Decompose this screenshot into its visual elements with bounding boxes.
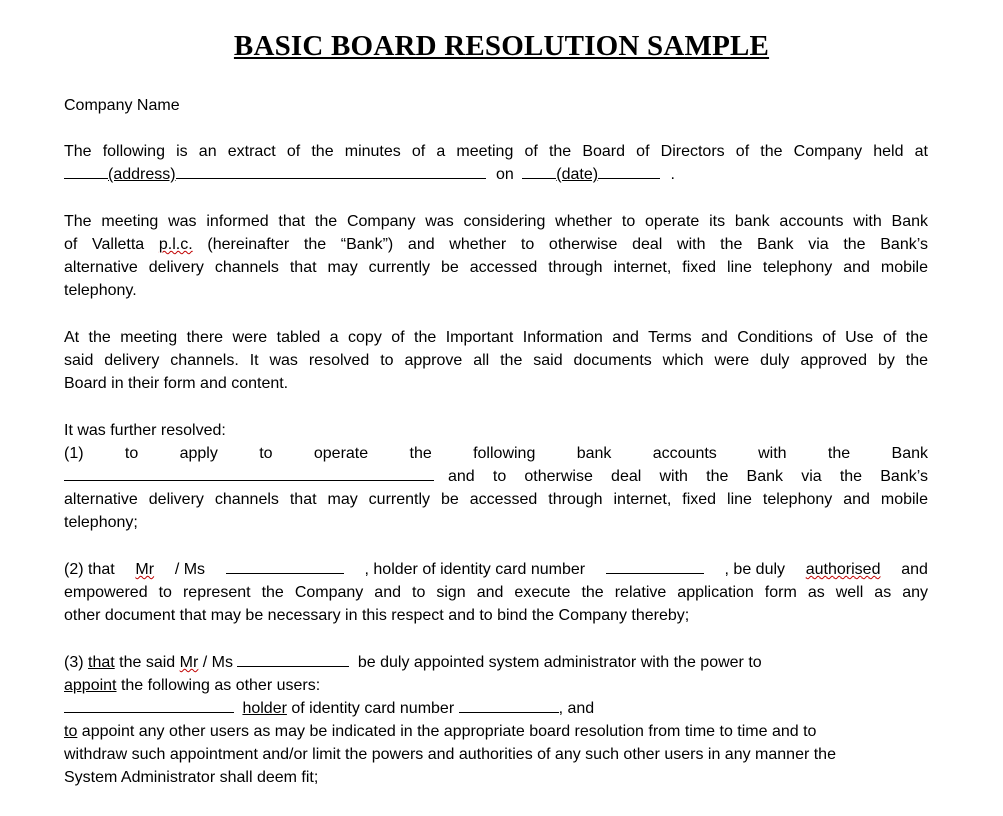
resolution-3-line-4 xyxy=(64,720,928,743)
plc-text: p.l.c. xyxy=(158,236,193,253)
the-said-text: the said xyxy=(119,654,176,671)
date-blank-left[interactable] xyxy=(522,164,556,179)
tabled-paragraph-line-1: At the meeting there were tabled a copy of the Important Information and Terms and Conditions of Use of the xyxy=(64,329,928,346)
resolution-3-line-6: System Administrator shall deem fit; xyxy=(64,769,319,786)
date-blank[interactable] xyxy=(598,164,660,179)
meeting-extract-line: The following is an extract of the minutes of a meeting of the Board of Directors of the Company held at xyxy=(64,143,928,160)
address-blank[interactable] xyxy=(176,164,486,179)
meeting-place-date-line xyxy=(64,163,928,186)
other-users-text: the following as other users: xyxy=(120,677,321,694)
and-text: and xyxy=(901,561,928,578)
resolution-1-line-2 xyxy=(64,465,928,488)
name-blank[interactable] xyxy=(226,559,344,574)
on-label: on xyxy=(496,166,514,183)
ms-label-2: / Ms xyxy=(202,654,233,671)
bank-paragraph-line-4: telephony. xyxy=(64,282,137,299)
that-label: (2) that xyxy=(64,561,115,578)
document-title: BASIC BOARD RESOLUTION SAMPLE xyxy=(233,30,770,62)
bank-paragraph-line-3: alternative delivery channels that may currently be accessed through internet, fixed line telephony and mobile xyxy=(64,259,928,276)
bank-paragraph-line-1: The meeting was informed that the Company was considering whether to operate its bank accounts with Bank xyxy=(64,213,928,230)
id-card-blank[interactable] xyxy=(606,559,704,574)
otherwise-deal-text: and to otherwise deal with the Bank via the Bank’s xyxy=(448,468,928,485)
tabled-paragraph-line-2: said delivery channels. It was resolved to approve all the said documents which were duly approved by the xyxy=(64,352,928,369)
tabled-paragraph-line-3: Board in their form and content. xyxy=(64,375,289,392)
address-blank-left[interactable] xyxy=(64,164,108,179)
system-admin-text: be duly appointed system administrator with the power to xyxy=(357,654,762,671)
further-resolved-heading: It was further resolved: xyxy=(64,422,226,439)
item-3-label: (3) xyxy=(64,654,84,671)
resolution-1-line-3: alternative delivery channels that may currently be accessed through internet, fixed line telephony and mobile xyxy=(64,491,928,508)
company-name: Company Name xyxy=(64,97,180,114)
bank-name-text: of Valletta xyxy=(64,236,145,253)
admin-name-blank[interactable] xyxy=(237,652,349,667)
holder-word: holder xyxy=(242,700,287,717)
mr-label-2: Mr xyxy=(179,654,199,671)
address-placeholder: (address) xyxy=(108,166,176,183)
resolution-3-line-5: withdraw such appointment and/or limit the powers and authorities of any such other users in any manner the xyxy=(64,746,836,763)
ms-label: / Ms xyxy=(174,561,206,578)
appoint-other-users-text: appoint any other users as may be indicated in the appropriate board resolution from time to time and to xyxy=(81,723,817,740)
id-card-number-text: of identity card number xyxy=(291,700,455,717)
bank-accounts-blank[interactable] xyxy=(64,466,434,481)
resolution-1-line-4: telephony; xyxy=(64,514,138,531)
resolution-3-line-3 xyxy=(64,697,928,720)
resolution-3-line-2 xyxy=(64,674,928,697)
resolution-1-line-1: (1) to apply to operate the following bank accounts with the Bank xyxy=(64,445,928,462)
and-comma-text: , and xyxy=(558,700,595,717)
that-word: that xyxy=(88,654,115,671)
other-user-name-blank[interactable] xyxy=(64,698,234,713)
resolution-2-line-1 xyxy=(64,558,928,581)
hereinafter-text: (hereinafter the “Bank”) and whether to otherwise deal with the Bank via the Bank’s xyxy=(207,236,928,253)
resolution-2-line-3: other document that may be necessary in this respect and to bind the Company thereby; xyxy=(64,607,690,624)
appoint-word: appoint xyxy=(64,677,117,694)
date-placeholder: (date) xyxy=(556,166,599,183)
resolution-2-line-2: empowered to represent the Company and to sign and execute the relative application form as well as any xyxy=(64,584,928,601)
resolution-3-line-1 xyxy=(64,651,928,674)
bank-paragraph-line-2 xyxy=(64,233,928,256)
to-word: to xyxy=(64,723,78,740)
mr-label: Mr xyxy=(135,561,155,578)
authorised-text: authorised xyxy=(805,561,881,578)
other-user-id-blank[interactable] xyxy=(459,698,559,713)
be-duly-text: , be duly xyxy=(724,561,786,578)
holder-id-text: , holder of identity card number xyxy=(364,561,586,578)
line-end-period: . xyxy=(670,166,675,183)
